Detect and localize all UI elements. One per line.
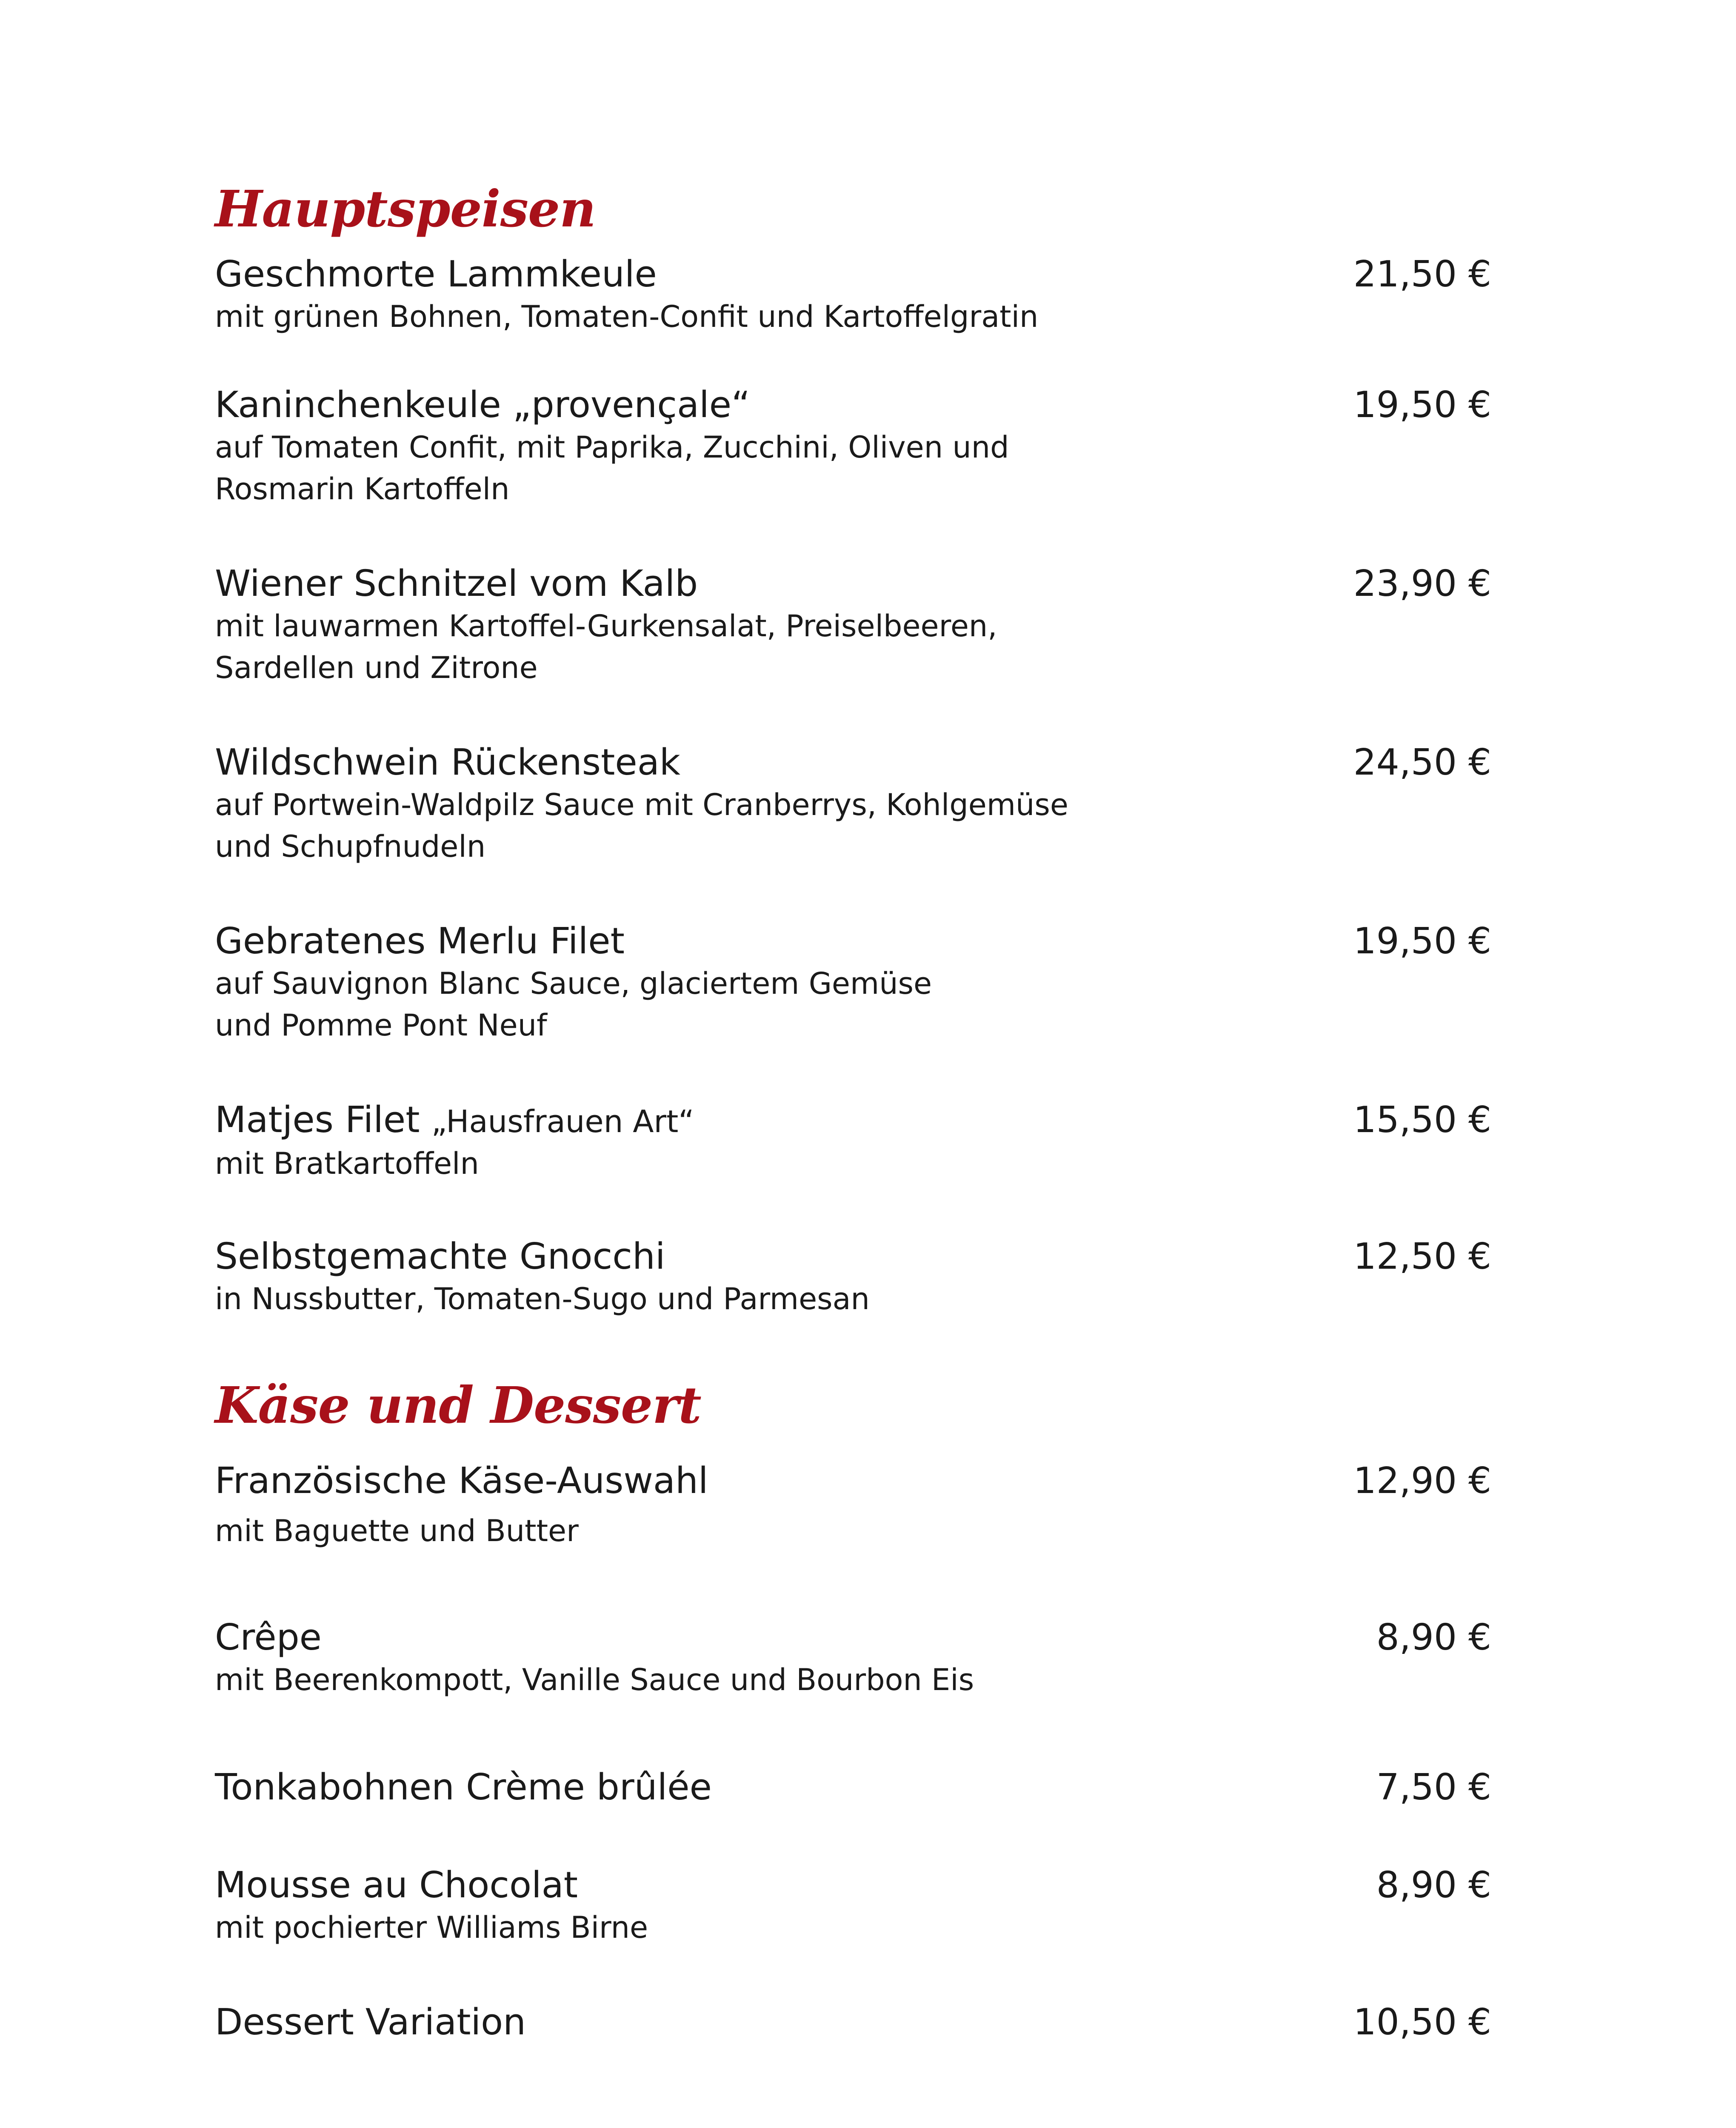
item-price: 7,50 € [1376, 1766, 1491, 1808]
item-name: Selbstgemachte Gnocchi [215, 1236, 665, 1278]
item-description [215, 784, 1491, 867]
description-line: auf Portwein-Waldpilz Sauce mit Cranberrys, Kohlgemüse [215, 787, 1068, 822]
item-name: Mousse au Chocolat [215, 1864, 578, 1906]
item-name: Französische Käse-Auswahl [215, 1460, 708, 1502]
item-description [215, 1143, 1491, 1184]
item-description [215, 1278, 1491, 1320]
menu-item-wiener-schnitzel [215, 563, 1491, 689]
menu-item-geschmorte-lammkeule [215, 253, 1491, 338]
item-name: Dessert Variation [215, 2001, 526, 2043]
item-description [215, 1510, 1491, 1552]
item-description [215, 963, 1491, 1046]
item-name: Wiener Schnitzel vom Kalb [215, 563, 698, 605]
item-price: 8,90 € [1376, 1616, 1491, 1659]
section-heading-hauptspeisen: Hauptspeisen [215, 179, 596, 238]
description-line: mit Bratkartoffeln [215, 1146, 479, 1181]
description-line: Rosmarin Kartoffeln [215, 472, 510, 506]
item-price: 15,50 € [1353, 1099, 1491, 1141]
item-price: 12,90 € [1353, 1460, 1491, 1502]
item-description [215, 1659, 1491, 1701]
item-name-main: Matjes Filet [215, 1099, 420, 1141]
item-price: 19,50 € [1353, 920, 1491, 962]
description-line: auf Sauvignon Blanc Sauce, glaciertem Gemüse [215, 966, 932, 1001]
item-price: 23,90 € [1353, 563, 1491, 605]
menu-item-kaninchenkeule [215, 384, 1491, 510]
item-name [215, 1099, 1491, 1143]
item-name: Gebratenes Merlu Filet [215, 920, 625, 962]
menu-item-wildschwein-rueckensteak [215, 741, 1491, 867]
item-name: Geschmorte Lammkeule [215, 253, 657, 295]
description-line: in Nussbutter, Tomaten-Sugo und Parmesan [215, 1281, 870, 1316]
description-line: und Pomme Pont Neuf [215, 1008, 547, 1043]
item-description [215, 605, 1491, 689]
item-price: 12,50 € [1353, 1236, 1491, 1278]
description-line: mit pochierter Williams Birne [215, 1910, 648, 1945]
menu-item-matjes-filet [215, 1099, 1491, 1184]
description-line: mit grünen Bohnen, Tomaten-Confit und Kartoffelgratin [215, 299, 1039, 334]
item-price: 19,50 € [1353, 384, 1491, 426]
description-line: Sardellen und Zitrone [215, 650, 538, 685]
item-description [215, 296, 1491, 338]
section-heading-kaese-und-dessert: Käse und Dessert [215, 1376, 701, 1435]
item-price: 8,90 € [1376, 1864, 1491, 1906]
item-description [215, 426, 1491, 510]
description-line: mit Baguette und Butter [215, 1513, 579, 1548]
description-line: mit Beerenkompott, Vanille Sauce und Bourbon Eis [215, 1662, 974, 1697]
item-description [215, 1907, 1491, 1948]
description-line: mit lauwarmen Kartoffel-Gurkensalat, Preiselbeeren, [215, 609, 997, 644]
menu-item-kaese-auswahl [215, 1460, 1491, 1552]
item-price: 10,50 € [1353, 2001, 1491, 2043]
item-price: 24,50 € [1353, 741, 1491, 784]
item-price: 21,50 € [1353, 253, 1491, 295]
item-name: Kaninchenkeule „provençale“ [215, 384, 751, 426]
description-line: auf Tomaten Confit, mit Paprika, Zucchini, Oliven und [215, 430, 1009, 465]
description-line: und Schupfnudeln [215, 829, 486, 864]
menu-item-crepe [215, 1616, 1491, 1701]
menu-item-dessert-variation [215, 2001, 1491, 2044]
menu-item-merlu-filet [215, 920, 1491, 1046]
item-name-suffix: „Hausfrauen Art“ [431, 1104, 694, 1139]
item-name: Wildschwein Rückensteak [215, 741, 681, 784]
item-name: Tonkabohnen Crème brûlée [215, 1766, 712, 1808]
menu-item-creme-brulee [215, 1766, 1491, 1809]
item-name: Crêpe [215, 1616, 322, 1659]
menu-item-gnocchi [215, 1236, 1491, 1320]
menu-item-mousse-au-chocolat [215, 1864, 1491, 1948]
